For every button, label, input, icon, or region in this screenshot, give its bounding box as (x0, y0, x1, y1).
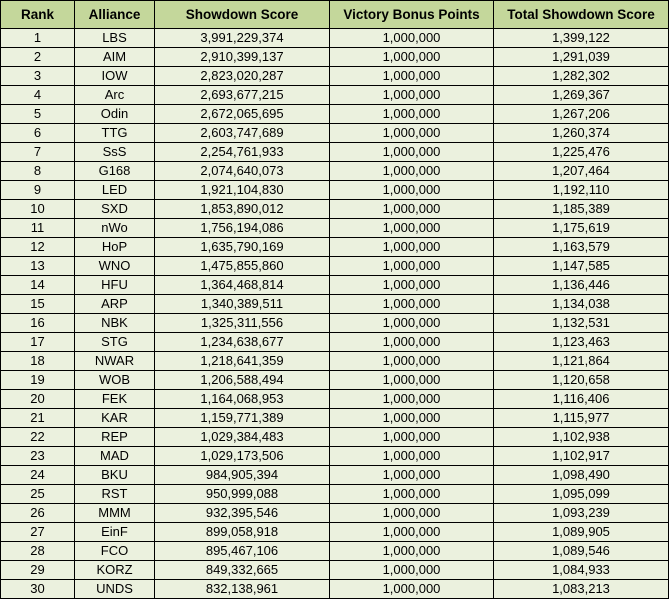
cell-rank: 22 (1, 428, 75, 447)
table-row (1, 333, 669, 352)
cell-total-showdown-score: 1,089,905 (494, 523, 669, 542)
cell-total-showdown-score: 1,225,476 (494, 143, 669, 162)
cell-showdown-score: 2,074,640,073 (155, 162, 330, 181)
table-row (1, 143, 669, 162)
cell-victory-bonus-points: 1,000,000 (330, 333, 494, 352)
cell-showdown-score: 1,234,638,677 (155, 333, 330, 352)
cell-alliance: STG (75, 333, 155, 352)
table-row (1, 466, 669, 485)
cell-rank: 21 (1, 409, 75, 428)
cell-rank: 14 (1, 276, 75, 295)
cell-victory-bonus-points: 1,000,000 (330, 295, 494, 314)
table-row (1, 124, 669, 143)
cell-showdown-score: 832,138,961 (155, 580, 330, 599)
table-row (1, 504, 669, 523)
cell-total-showdown-score: 1,267,206 (494, 105, 669, 124)
table-row (1, 409, 669, 428)
cell-victory-bonus-points: 1,000,000 (330, 124, 494, 143)
cell-total-showdown-score: 1,192,110 (494, 181, 669, 200)
table-row (1, 257, 669, 276)
cell-rank: 25 (1, 485, 75, 504)
cell-rank: 1 (1, 29, 75, 48)
cell-rank: 6 (1, 124, 75, 143)
cell-alliance: WOB (75, 371, 155, 390)
cell-total-showdown-score: 1,134,038 (494, 295, 669, 314)
cell-rank: 17 (1, 333, 75, 352)
cell-total-showdown-score: 1,083,213 (494, 580, 669, 599)
cell-alliance: ARP (75, 295, 155, 314)
cell-showdown-score: 849,332,665 (155, 561, 330, 580)
cell-rank: 15 (1, 295, 75, 314)
table-row (1, 542, 669, 561)
cell-showdown-score: 2,823,020,287 (155, 67, 330, 86)
table-row (1, 485, 669, 504)
cell-alliance: REP (75, 428, 155, 447)
cell-alliance: RST (75, 485, 155, 504)
table-row (1, 523, 669, 542)
cell-total-showdown-score: 1,207,464 (494, 162, 669, 181)
cell-alliance: G168 (75, 162, 155, 181)
cell-showdown-score: 1,029,173,506 (155, 447, 330, 466)
cell-rank: 19 (1, 371, 75, 390)
cell-showdown-score: 1,218,641,359 (155, 352, 330, 371)
cell-total-showdown-score: 1,175,619 (494, 219, 669, 238)
cell-total-showdown-score: 1,121,864 (494, 352, 669, 371)
cell-rank: 10 (1, 200, 75, 219)
cell-victory-bonus-points: 1,000,000 (330, 390, 494, 409)
cell-showdown-score: 1,325,311,556 (155, 314, 330, 333)
cell-rank: 4 (1, 86, 75, 105)
cell-victory-bonus-points: 1,000,000 (330, 371, 494, 390)
cell-total-showdown-score: 1,093,239 (494, 504, 669, 523)
cell-rank: 8 (1, 162, 75, 181)
cell-showdown-score: 1,206,588,494 (155, 371, 330, 390)
cell-rank: 28 (1, 542, 75, 561)
table-body (1, 29, 669, 599)
cell-victory-bonus-points: 1,000,000 (330, 238, 494, 257)
cell-rank: 5 (1, 105, 75, 124)
cell-victory-bonus-points: 1,000,000 (330, 86, 494, 105)
cell-alliance: TTG (75, 124, 155, 143)
cell-showdown-score: 2,672,065,695 (155, 105, 330, 124)
cell-victory-bonus-points: 1,000,000 (330, 504, 494, 523)
cell-victory-bonus-points: 1,000,000 (330, 67, 494, 86)
cell-alliance: MAD (75, 447, 155, 466)
cell-alliance: Odin (75, 105, 155, 124)
cell-showdown-score: 2,910,399,137 (155, 48, 330, 67)
cell-alliance: LBS (75, 29, 155, 48)
cell-rank: 23 (1, 447, 75, 466)
cell-total-showdown-score: 1,095,099 (494, 485, 669, 504)
cell-alliance: EinF (75, 523, 155, 542)
cell-showdown-score: 950,999,088 (155, 485, 330, 504)
cell-rank: 20 (1, 390, 75, 409)
cell-alliance: HFU (75, 276, 155, 295)
cell-alliance: NWAR (75, 352, 155, 371)
cell-alliance: SsS (75, 143, 155, 162)
cell-total-showdown-score: 1,136,446 (494, 276, 669, 295)
cell-alliance: LED (75, 181, 155, 200)
cell-total-showdown-score: 1,163,579 (494, 238, 669, 257)
cell-total-showdown-score: 1,123,463 (494, 333, 669, 352)
cell-showdown-score: 1,164,068,953 (155, 390, 330, 409)
cell-showdown-score: 1,475,855,860 (155, 257, 330, 276)
header-showdown-score: Showdown Score (155, 1, 330, 29)
cell-victory-bonus-points: 1,000,000 (330, 466, 494, 485)
cell-victory-bonus-points: 1,000,000 (330, 428, 494, 447)
table-row (1, 314, 669, 333)
cell-victory-bonus-points: 1,000,000 (330, 352, 494, 371)
cell-rank: 16 (1, 314, 75, 333)
cell-showdown-score: 1,159,771,389 (155, 409, 330, 428)
table-row (1, 219, 669, 238)
cell-rank: 18 (1, 352, 75, 371)
cell-showdown-score: 3,991,229,374 (155, 29, 330, 48)
cell-showdown-score: 2,603,747,689 (155, 124, 330, 143)
table-row (1, 580, 669, 599)
header-victory-bonus-points: Victory Bonus Points (330, 1, 494, 29)
cell-total-showdown-score: 1,102,938 (494, 428, 669, 447)
cell-alliance: Arc (75, 86, 155, 105)
cell-alliance: UNDS (75, 580, 155, 599)
cell-alliance: MMM (75, 504, 155, 523)
cell-rank: 3 (1, 67, 75, 86)
cell-showdown-score: 932,395,546 (155, 504, 330, 523)
table-row (1, 105, 669, 124)
cell-rank: 27 (1, 523, 75, 542)
cell-total-showdown-score: 1,185,389 (494, 200, 669, 219)
cell-victory-bonus-points: 1,000,000 (330, 409, 494, 428)
cell-rank: 29 (1, 561, 75, 580)
cell-rank: 9 (1, 181, 75, 200)
cell-total-showdown-score: 1,132,531 (494, 314, 669, 333)
cell-rank: 13 (1, 257, 75, 276)
table-row (1, 352, 669, 371)
header-rank: Rank (1, 1, 75, 29)
cell-total-showdown-score: 1,084,933 (494, 561, 669, 580)
table-header-row (1, 1, 669, 29)
cell-victory-bonus-points: 1,000,000 (330, 200, 494, 219)
cell-total-showdown-score: 1,102,917 (494, 447, 669, 466)
cell-alliance: nWo (75, 219, 155, 238)
table-row (1, 561, 669, 580)
table-row (1, 200, 669, 219)
cell-showdown-score: 899,058,918 (155, 523, 330, 542)
cell-rank: 26 (1, 504, 75, 523)
table-row (1, 29, 669, 48)
cell-alliance: FEK (75, 390, 155, 409)
table-row (1, 295, 669, 314)
cell-showdown-score: 1,921,104,830 (155, 181, 330, 200)
table-row (1, 48, 669, 67)
cell-alliance: HoP (75, 238, 155, 257)
cell-victory-bonus-points: 1,000,000 (330, 276, 494, 295)
table-row (1, 447, 669, 466)
cell-alliance: FCO (75, 542, 155, 561)
cell-showdown-score: 984,905,394 (155, 466, 330, 485)
cell-alliance: KORZ (75, 561, 155, 580)
cell-showdown-score: 2,254,761,933 (155, 143, 330, 162)
header-alliance: Alliance (75, 1, 155, 29)
cell-victory-bonus-points: 1,000,000 (330, 447, 494, 466)
cell-victory-bonus-points: 1,000,000 (330, 485, 494, 504)
table-row (1, 238, 669, 257)
cell-victory-bonus-points: 1,000,000 (330, 580, 494, 599)
cell-alliance: SXD (75, 200, 155, 219)
cell-alliance: WNO (75, 257, 155, 276)
cell-victory-bonus-points: 1,000,000 (330, 542, 494, 561)
cell-rank: 7 (1, 143, 75, 162)
cell-victory-bonus-points: 1,000,000 (330, 29, 494, 48)
cell-victory-bonus-points: 1,000,000 (330, 162, 494, 181)
table-row (1, 86, 669, 105)
cell-total-showdown-score: 1,116,406 (494, 390, 669, 409)
cell-total-showdown-score: 1,269,367 (494, 86, 669, 105)
header-total-showdown-score: Total Showdown Score (494, 1, 669, 29)
cell-rank: 12 (1, 238, 75, 257)
cell-total-showdown-score: 1,115,977 (494, 409, 669, 428)
cell-showdown-score: 1,756,194,086 (155, 219, 330, 238)
cell-total-showdown-score: 1,291,039 (494, 48, 669, 67)
table-row (1, 67, 669, 86)
cell-alliance: IOW (75, 67, 155, 86)
cell-victory-bonus-points: 1,000,000 (330, 257, 494, 276)
cell-victory-bonus-points: 1,000,000 (330, 48, 494, 67)
cell-total-showdown-score: 1,282,302 (494, 67, 669, 86)
cell-total-showdown-score: 1,260,374 (494, 124, 669, 143)
cell-total-showdown-score: 1,098,490 (494, 466, 669, 485)
cell-alliance: KAR (75, 409, 155, 428)
cell-showdown-score: 1,853,890,012 (155, 200, 330, 219)
cell-alliance: NBK (75, 314, 155, 333)
cell-total-showdown-score: 1,147,585 (494, 257, 669, 276)
table-row (1, 276, 669, 295)
cell-showdown-score: 1,340,389,511 (155, 295, 330, 314)
cell-rank: 2 (1, 48, 75, 67)
table-row (1, 181, 669, 200)
cell-victory-bonus-points: 1,000,000 (330, 219, 494, 238)
cell-showdown-score: 1,364,468,814 (155, 276, 330, 295)
cell-rank: 30 (1, 580, 75, 599)
cell-victory-bonus-points: 1,000,000 (330, 105, 494, 124)
cell-showdown-score: 895,467,106 (155, 542, 330, 561)
cell-total-showdown-score: 1,120,658 (494, 371, 669, 390)
cell-showdown-score: 1,029,384,483 (155, 428, 330, 447)
cell-alliance: BKU (75, 466, 155, 485)
cell-showdown-score: 1,635,790,169 (155, 238, 330, 257)
cell-showdown-score: 2,693,677,215 (155, 86, 330, 105)
cell-victory-bonus-points: 1,000,000 (330, 314, 494, 333)
cell-rank: 11 (1, 219, 75, 238)
table-row (1, 162, 669, 181)
cell-victory-bonus-points: 1,000,000 (330, 143, 494, 162)
cell-victory-bonus-points: 1,000,000 (330, 561, 494, 580)
cell-alliance: AIM (75, 48, 155, 67)
table-row (1, 390, 669, 409)
cell-total-showdown-score: 1,089,546 (494, 542, 669, 561)
cell-victory-bonus-points: 1,000,000 (330, 181, 494, 200)
cell-victory-bonus-points: 1,000,000 (330, 523, 494, 542)
table-row (1, 428, 669, 447)
table-row (1, 371, 669, 390)
cell-rank: 24 (1, 466, 75, 485)
cell-total-showdown-score: 1,399,122 (494, 29, 669, 48)
